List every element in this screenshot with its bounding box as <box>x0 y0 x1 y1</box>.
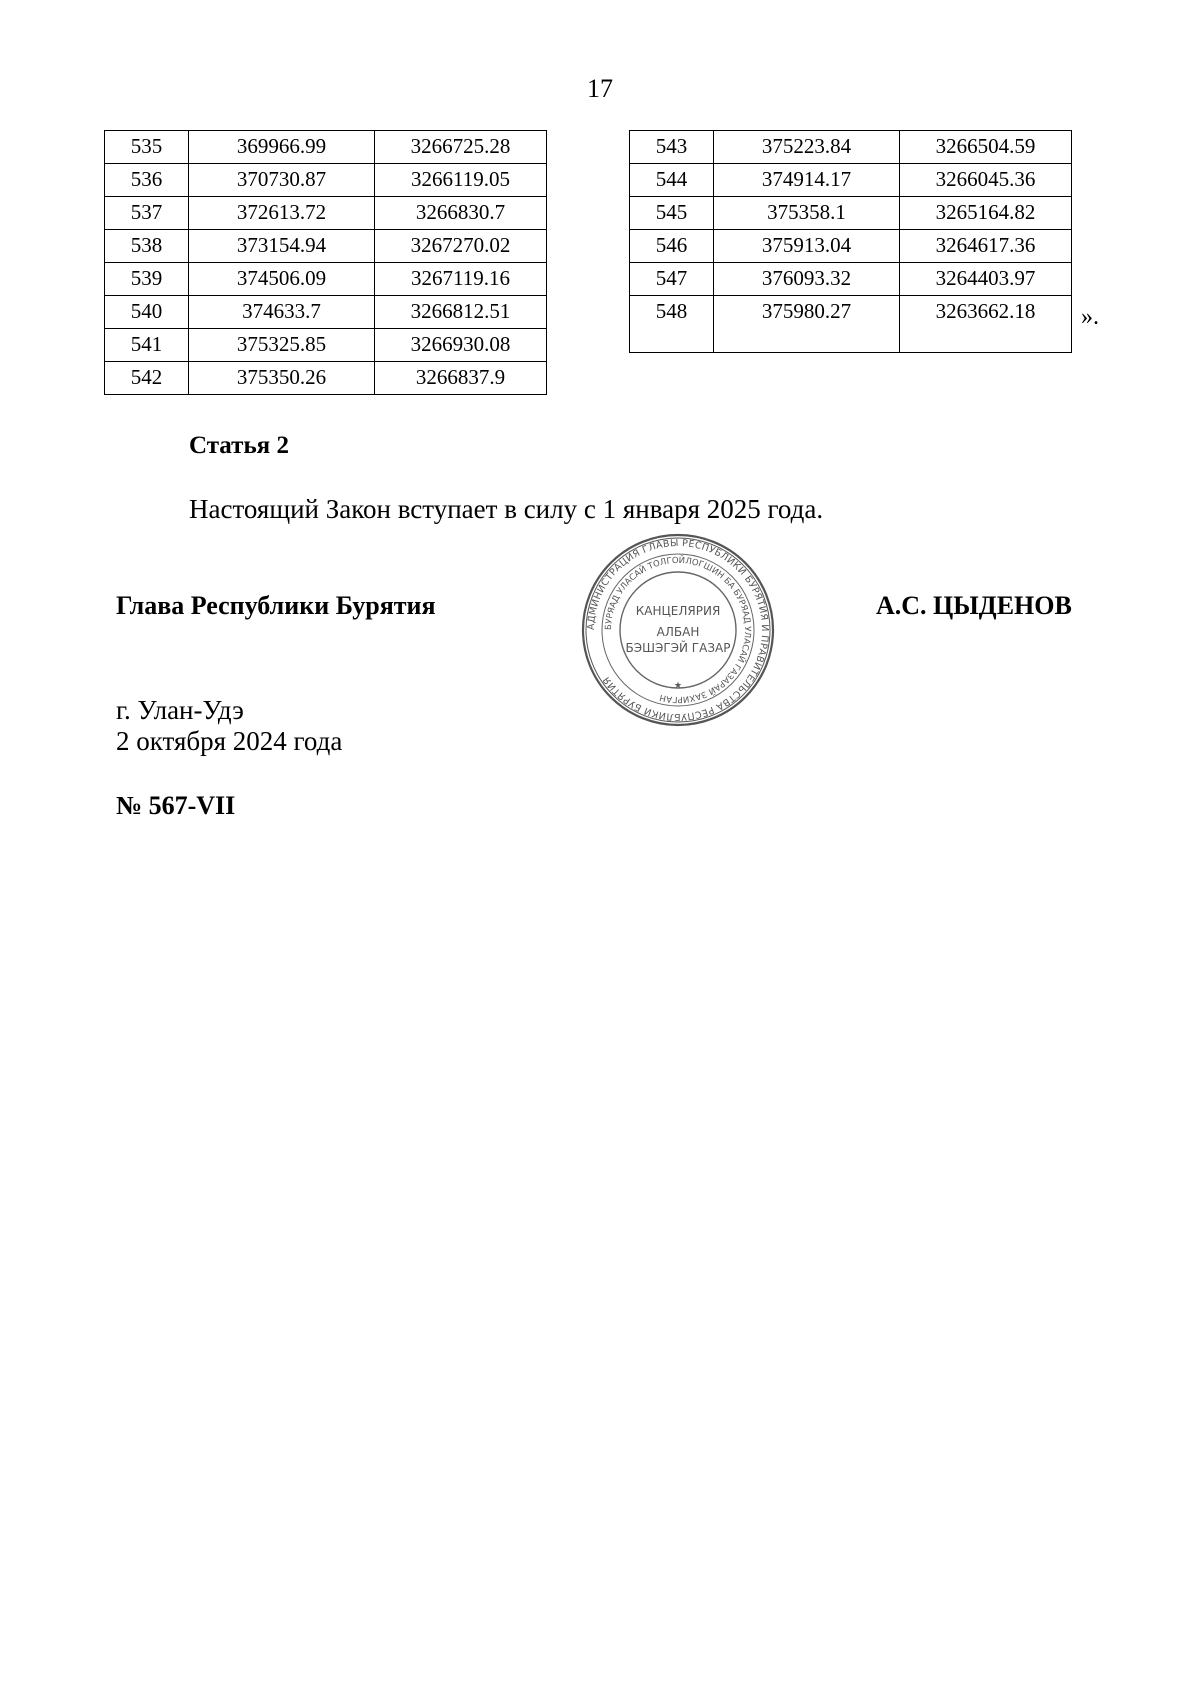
coord-y: 3266725.28 <box>375 131 547 164</box>
coord-y: 3267270.02 <box>375 230 547 263</box>
point-number: 544 <box>630 164 714 197</box>
coord-x: 376093.32 <box>714 263 900 296</box>
coord-x: 374914.17 <box>714 164 900 197</box>
coord-x: 375980.27 <box>714 296 900 353</box>
table-row <box>105 296 547 329</box>
point-number: 546 <box>630 230 714 263</box>
signatory-name: А.С. ЦЫДЕНОВ <box>876 591 1072 620</box>
coord-y: 3266504.59 <box>900 131 1072 164</box>
coord-x: 369966.99 <box>189 131 375 164</box>
place-of-signing: г. Улан-Удэ <box>116 695 244 725</box>
point-number: 542 <box>105 362 189 395</box>
coord-x: 373154.94 <box>189 230 375 263</box>
coord-x: 375325.85 <box>189 329 375 362</box>
page-number: 17 <box>587 74 613 103</box>
seal-center-line-1: КАНЦЕЛЯРИЯ <box>635 604 721 618</box>
point-number: 536 <box>105 164 189 197</box>
article-text: Настоящий Закон вступает в силу с 1 января 2025 года. <box>189 494 824 524</box>
table-row <box>105 362 547 395</box>
coord-y: 3266930.08 <box>375 329 547 362</box>
point-number: 545 <box>630 197 714 230</box>
table-row <box>630 230 1072 263</box>
closing-quote: ». <box>1081 304 1099 330</box>
table-row <box>105 131 547 164</box>
coord-x: 375913.04 <box>714 230 900 263</box>
seal-star-icon: ★ <box>673 681 683 691</box>
point-number: 538 <box>105 230 189 263</box>
coord-y: 3264403.97 <box>900 263 1072 296</box>
coord-y: 3266812.51 <box>375 296 547 329</box>
coord-x: 374506.09 <box>189 263 375 296</box>
coord-x: 374633.7 <box>189 296 375 329</box>
law-number: № 567-VII <box>116 791 236 820</box>
coord-y: 3266119.05 <box>375 164 547 197</box>
article-title: Статья 2 <box>189 432 289 459</box>
coord-x: 372613.72 <box>189 197 375 230</box>
coord-x: 375350.26 <box>189 362 375 395</box>
coord-x: 370730.87 <box>189 164 375 197</box>
seal-inner-text: БУРЯАД УЛАСАЙ ТОЛГОЙЛОГШИН БА БУРЯАД УЛАСАЙ ГАЗАРАЙ ЗАХИРГАН <box>603 555 753 705</box>
point-number: 541 <box>105 329 189 362</box>
coord-y: 3266045.36 <box>900 164 1072 197</box>
signatory-title: Глава Республики Бурятия <box>116 591 436 620</box>
table-row <box>630 197 1072 230</box>
coord-y: 3266837.9 <box>375 362 547 395</box>
point-number: 543 <box>630 131 714 164</box>
date-of-signing: 2 октября 2024 года <box>116 726 343 756</box>
point-number: 548 <box>630 296 714 353</box>
seal-center-line-2: АЛБАН <box>656 625 700 639</box>
coord-y: 3265164.82 <box>900 197 1072 230</box>
coord-y: 3266830.7 <box>375 197 547 230</box>
table-row <box>630 131 1072 164</box>
point-number: 539 <box>105 263 189 296</box>
table-row <box>630 263 1072 296</box>
seal-center-line-3: БЭШЭГЭЙ ГАЗАР <box>625 641 731 655</box>
table-row <box>105 329 547 362</box>
table-row <box>105 263 547 296</box>
official-seal-stamp <box>578 530 778 730</box>
table-row <box>630 296 1072 353</box>
coord-y: 3263662.18 <box>900 296 1072 353</box>
point-number: 547 <box>630 263 714 296</box>
coordinates-table-left <box>104 130 547 395</box>
coord-y: 3264617.36 <box>900 230 1072 263</box>
point-number: 540 <box>105 296 189 329</box>
point-number: 537 <box>105 197 189 230</box>
table-row <box>105 230 547 263</box>
point-number: 535 <box>105 131 189 164</box>
table-row <box>630 164 1072 197</box>
coordinates-table-right <box>629 130 1072 353</box>
table-row <box>105 197 547 230</box>
coord-x: 375223.84 <box>714 131 900 164</box>
coord-y: 3267119.16 <box>375 263 547 296</box>
table-row <box>105 164 547 197</box>
seal-outer-text: АДМИНИСТРАЦИЯ ГЛАВЫ РЕСПУБЛИКИ БУРЯТИЯ И ПРАВИТЕЛЬСТВА РЕСПУБЛИКИ БУРЯТИЯ <box>585 537 771 723</box>
coord-x: 375358.1 <box>714 197 900 230</box>
